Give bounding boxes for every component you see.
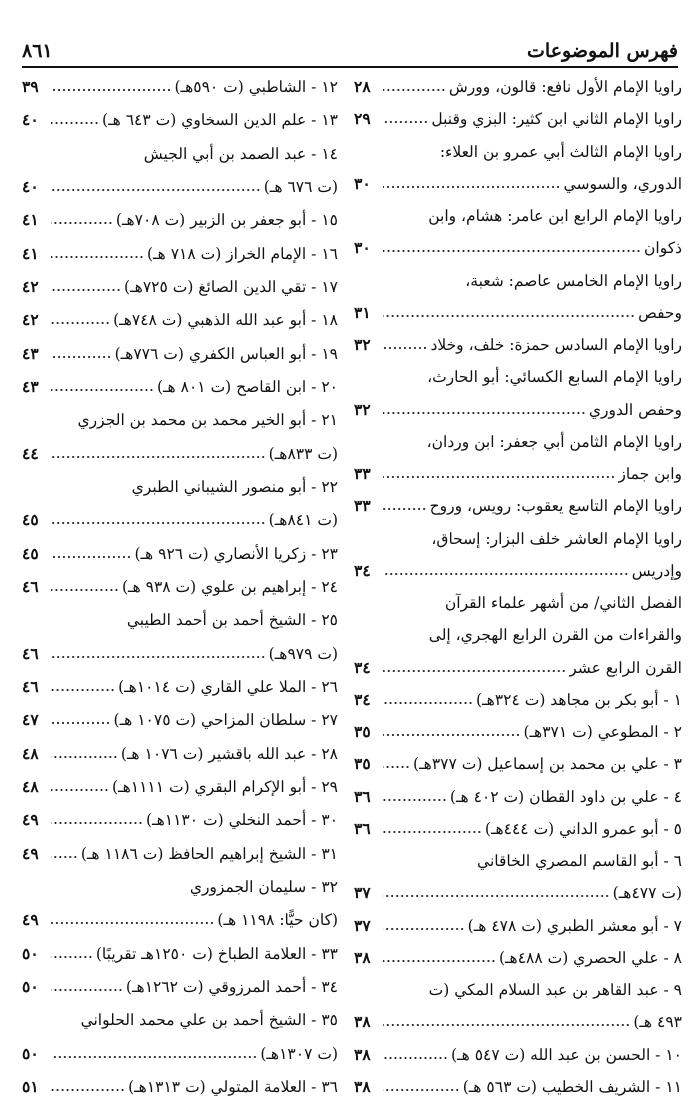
toc-entry — [354, 362, 682, 392]
dot-leader — [51, 121, 99, 125]
toc-entry-page: ٣٨ — [354, 1044, 371, 1064]
toc-entry-page: ٤٠ — [22, 176, 39, 196]
toc-entry — [22, 1005, 338, 1035]
toc-entry-text: وحفص الدوري — [588, 400, 682, 419]
toc-entry — [354, 427, 682, 457]
toc-column-left — [22, 72, 338, 1102]
dot-leader — [383, 475, 615, 479]
page-header — [22, 38, 678, 68]
dot-leader — [51, 688, 115, 692]
dot-leader — [51, 588, 119, 592]
toc-entry-text: ٤ - علي بن داود القطان (ت ٤٠٢ هـ) — [449, 787, 682, 806]
toc-entry — [22, 839, 338, 869]
toc-entry-text: ٢٢ - أبو منصور الشيباني الطبري — [131, 477, 338, 496]
toc-entry-text: وإدريس — [631, 561, 682, 580]
toc-entry-text: ٣١ - الشيخ إبراهيم الحافظ (ت ١١٨٦ هـ) — [80, 844, 338, 863]
toc-entry-page: ٣١ — [354, 302, 371, 322]
toc-entry-page: ٤٥ — [22, 510, 39, 530]
toc-entry — [22, 872, 338, 902]
toc-entry-text: ١٨ - أبو عبد الله الذهبي (ت ٧٤٨هـ) — [113, 311, 338, 330]
dot-leader — [383, 120, 428, 124]
toc-entry-text: وابن جماز — [618, 465, 682, 483]
dot-leader — [383, 1023, 630, 1027]
toc-entry-page: ٣٥ — [354, 722, 371, 741]
toc-entry — [22, 939, 338, 969]
toc-entry — [354, 556, 682, 586]
toc-entry-page: ٣٢ — [354, 399, 371, 419]
dot-leader — [383, 1088, 460, 1092]
toc-entry — [354, 395, 682, 425]
toc-entry-text: ٣٤ - أحمد المرزوقي (ت ١٢٦٢هـ) — [125, 977, 338, 996]
toc-entry-page: ٤٩ — [22, 810, 39, 830]
dot-leader — [51, 355, 112, 359]
toc-entry-text: ١٩ - أبو العباس الكفري (ت ٧٧٦هـ) — [114, 344, 338, 363]
toc-entry-page: ٤٦ — [22, 676, 39, 696]
toc-entry-text: ٣٦ - العلامة المتولي (ت ١٣١٣هـ) — [128, 1077, 338, 1096]
dot-leader — [51, 555, 131, 559]
toc-entry-text: راويا الإمام الرابع ابن عامر: هشام، وابن — [428, 207, 682, 225]
toc-entry-page: ٤٥ — [22, 543, 39, 563]
toc-entry — [22, 772, 338, 802]
toc-entry — [22, 572, 338, 602]
toc-entry-text: القرن الرابع عشر — [569, 658, 682, 677]
dot-leader — [51, 955, 93, 959]
toc-entry-text: راويا الإمام الثامن أبي جعفر: ابن وردان، — [426, 432, 682, 451]
toc-entry-text: ٩ - عبد القاهر بن عبد السلام المكي (ت — [428, 981, 682, 999]
toc-entry-text: (ت ٩٧٩هـ) — [268, 644, 338, 663]
toc-entry — [354, 814, 682, 844]
toc-entry — [22, 139, 338, 169]
toc-entry-text: ذكوان — [644, 239, 682, 258]
toc-entry — [22, 272, 338, 302]
toc-entry — [354, 524, 682, 554]
dot-leader — [51, 755, 118, 759]
dot-leader — [51, 455, 266, 459]
toc-entry-text: ٦ - أبو القاسم المصري الخاقاني — [477, 852, 682, 870]
toc-entry — [22, 705, 338, 735]
dot-leader — [383, 959, 496, 963]
toc-entry — [354, 459, 682, 489]
toc-entry — [354, 330, 682, 360]
toc-entry-page: ٣٠ — [354, 173, 371, 193]
dot-leader — [383, 701, 473, 705]
toc-entry-text: ٢٣ - زكريا الأنصاري (ت ٩٢٦ هـ) — [134, 544, 338, 563]
toc-entry-text: ٢٧ - سلطان المزاحي (ت ١٠٧٥ هـ) — [113, 711, 338, 730]
toc-entry — [22, 305, 338, 335]
toc-entry-page: ٤٣ — [22, 343, 39, 363]
toc-entry — [22, 205, 338, 235]
dot-leader — [383, 346, 427, 350]
toc-entry-page: ٣٠ — [354, 238, 371, 258]
toc-entry-page: ٤٤ — [22, 443, 39, 463]
toc-entry-page: ٤٣ — [22, 376, 39, 396]
toc-entry-text: ٢٥ - الشيخ أحمد بن أحمد الطيبي — [126, 611, 338, 630]
toc-entry-page: ٤١ — [22, 243, 39, 263]
toc-entry — [354, 911, 682, 941]
page-number: ٨٦١ — [22, 40, 53, 62]
toc-entry-text: ٢٨ - عبد الله باقشير (ت ١٠٧٦ هـ) — [120, 744, 338, 763]
toc-entry — [354, 233, 682, 263]
dot-leader — [51, 988, 123, 992]
toc-entry-page: ٤٢ — [22, 276, 39, 296]
toc-entry-text: ٣٥ - الشيخ أحمد بن علي محمد الحلواني — [80, 1011, 338, 1030]
toc-entry — [354, 685, 682, 715]
dot-leader — [383, 249, 641, 253]
toc-entry — [22, 439, 338, 469]
toc-entry-page: ٣٦ — [354, 818, 371, 838]
toc-entry-text: ٢ - المطوعي (ت ٣٧١هـ) — [523, 723, 682, 741]
toc-entry — [22, 1039, 338, 1069]
toc-entry-text: ١٣ - علم الدين السخاوي (ت ٦٤٣ هـ) — [102, 111, 338, 130]
toc-entry-page: ٤٦ — [22, 643, 39, 663]
toc-entry — [22, 472, 338, 502]
toc-entry — [354, 975, 682, 1005]
toc-entry — [22, 339, 338, 369]
toc-entry-page: ٣٢ — [354, 335, 371, 354]
toc-entry — [22, 505, 338, 535]
toc-entry-text: ٥ - أبو عمرو الداني (ت ٤٤٤هـ) — [484, 819, 682, 838]
toc-entry — [354, 653, 682, 683]
dot-leader — [383, 765, 410, 769]
toc-entry-text: ٣٣ - العلامة الطباخ (ت ١٢٥٠هـ تقريبًا) — [95, 944, 338, 963]
toc-entry — [354, 782, 682, 812]
toc-entry-page: ٣٦ — [354, 786, 371, 806]
toc-entry-text: (ت ١٣٠٧هـ) — [260, 1044, 338, 1063]
toc-entry-text: (كان حيًّا: ١١٩٨ هـ) — [217, 911, 338, 930]
dot-leader — [51, 921, 214, 925]
toc-entry-text: ١٤ - عبد الصمد بن أبي الجيش — [143, 144, 338, 163]
toc-entry-text: ٧ - أبو معشر الطبري (ت ٤٧٨ هـ) — [467, 916, 682, 935]
dot-leader — [383, 88, 446, 92]
toc-entry-text: راويا الإمام التاسع يعقوب: رويس، وروح — [429, 497, 682, 516]
toc-entry — [354, 943, 682, 973]
toc-entry — [22, 239, 338, 269]
dot-leader — [51, 1088, 125, 1092]
dot-leader — [51, 388, 154, 392]
dot-leader — [51, 288, 121, 292]
dot-leader — [383, 830, 482, 834]
toc-entry-text: (ت ٨٣٣هـ) — [268, 444, 338, 463]
toc-entry — [22, 805, 338, 835]
toc-entry — [22, 372, 338, 402]
toc-entry-text: ٢٩ - أبو الإكرام البقري (ت ١١١١هـ) — [111, 777, 338, 796]
toc-entry-text: ٣٢ - سليمان الجمزوري — [189, 877, 338, 896]
toc-entry-page: ٤٦ — [22, 576, 39, 596]
toc-entry — [22, 972, 338, 1002]
toc-entry-text: (ت ٦٧٦ هـ) — [263, 177, 338, 196]
toc-entry-page: ٤٧ — [22, 710, 39, 730]
dot-leader — [383, 733, 520, 737]
toc-entry-page: ٣٣ — [354, 464, 371, 483]
toc-entry-page: ٣٤ — [354, 560, 371, 580]
toc-entry-text: ١ - أبو بكر بن مجاهد (ت ٣٢٤هـ) — [476, 690, 682, 709]
toc-entry — [354, 104, 682, 134]
toc-entry — [22, 405, 338, 435]
toc-entry-page: ٣٧ — [354, 915, 371, 935]
toc-entry-text: (ت ٤٧٧هـ) — [612, 884, 682, 903]
toc-entry-page: ٤٨ — [22, 743, 39, 763]
toc-entry-page: ٣٩ — [22, 77, 39, 96]
toc-entry-text: ٤٩٣ هـ) — [633, 1013, 682, 1032]
dot-leader — [51, 521, 266, 525]
toc-entry — [22, 905, 338, 935]
toc-entry-text: راويا الإمام الثاني ابن كثير: البزي وقنبل — [431, 110, 682, 129]
toc-entry-text: ٢١ - أبو الخير محمد بن محمد بن الجزري — [77, 411, 338, 430]
dot-leader — [383, 572, 629, 576]
toc-entry — [354, 298, 682, 328]
toc-entry-page: ٣٣ — [354, 496, 371, 516]
toc-entry — [22, 1072, 338, 1102]
toc-entry-page: ٤١ — [22, 210, 39, 230]
dot-leader — [51, 88, 171, 92]
toc-entry-page: ٥٠ — [22, 943, 39, 963]
dot-leader — [51, 788, 109, 792]
toc-entry-page: ٤٨ — [22, 776, 39, 796]
dot-leader — [51, 855, 78, 859]
dot-leader — [383, 1056, 448, 1060]
toc-entry-text: الدوري، والسوسي — [563, 174, 682, 193]
dot-leader — [51, 321, 110, 325]
toc-entry-text: ٢٦ - الملا علي القاري (ت ١٠١٤هـ) — [118, 677, 338, 696]
toc-entry — [354, 1007, 682, 1037]
dot-leader — [51, 655, 266, 659]
toc-entry-page: ٤٢ — [22, 310, 39, 330]
toc-entry — [354, 1072, 682, 1102]
toc-entry-text: راويا الإمام السادس حمزة: خلف، وخلاد — [430, 336, 682, 354]
dot-leader — [51, 188, 261, 192]
dot-leader — [383, 185, 561, 189]
dot-leader — [51, 1055, 257, 1059]
toc-entry — [22, 539, 338, 569]
toc-entry — [22, 639, 338, 669]
dot-leader — [383, 798, 447, 802]
toc-entry — [354, 749, 682, 779]
toc-entry-page: ٣٤ — [354, 657, 371, 677]
toc-entry-page: ٣٤ — [354, 689, 371, 709]
toc-entry-text: راويا الإمام الثالث أبي عمرو بن العلاء: — [439, 142, 682, 161]
toc-entry-text: ١٢ - الشاطبي (ت ٥٩٠هـ) — [174, 78, 338, 96]
toc-entry-text: (ت ٨٤١هـ) — [268, 511, 338, 530]
page-title: فهرس الموضوعات — [527, 40, 678, 62]
toc-entry-page: ٢٩ — [354, 109, 371, 129]
toc-column-right — [354, 72, 682, 1102]
toc-entry-text: ٢٠ - ابن القاصح (ت ٨٠١ هـ) — [156, 377, 338, 396]
dot-leader — [51, 221, 113, 225]
toc-entry — [22, 105, 338, 135]
toc-entry-text: والقراءات من القرن الرابع الهجري، إلى — [428, 626, 682, 645]
toc-entry-page: ٥١ — [22, 1076, 39, 1096]
toc-entry — [354, 717, 682, 747]
toc-entry-text: راويا الإمام السابع الكسائي: أبو الحارث، — [427, 368, 682, 387]
toc-entry — [354, 201, 682, 231]
dot-leader — [383, 894, 610, 898]
toc-entry-page: ٣٥ — [354, 754, 371, 774]
dot-leader — [383, 669, 566, 673]
toc-entry-page: ٥٠ — [22, 1043, 39, 1063]
toc-entry-text: راويا الإمام الخامس عاصم: شعبة، — [465, 271, 682, 290]
toc-entry — [22, 172, 338, 202]
toc-entry-page: ٣٨ — [354, 1012, 371, 1032]
toc-entry-text: راويا الإمام الأول نافع: قالون، وورش — [448, 78, 682, 96]
toc-entry-text: ١٠ - الحسن بن عبد الله (ت ٥٤٧ هـ) — [450, 1045, 682, 1064]
toc-entry-page: ٣٨ — [354, 1076, 371, 1096]
dot-leader — [383, 314, 635, 318]
toc-entry-text: ١٧ - تقي الدين الصائغ (ت ٧٢٥هـ) — [124, 277, 338, 296]
toc-entry-page: ٤٠ — [22, 110, 39, 130]
toc-entry — [354, 169, 682, 199]
toc-entry — [354, 620, 682, 650]
dot-leader — [51, 821, 143, 825]
toc-entry-text: ١٥ - أبو جعفر بن الزبير (ت ٧٠٨هـ) — [115, 211, 338, 230]
toc-entry-text: ١٦ - الإمام الخراز (ت ٧١٨ هـ) — [146, 244, 338, 263]
toc-entry-text: ٣٠ - أحمد النخلي (ت ١١٣٠هـ) — [146, 811, 338, 830]
toc-entry-text: الفصل الثاني/ من أشهر علماء القرآن — [444, 594, 682, 612]
toc-entry — [22, 739, 338, 769]
dot-leader — [51, 255, 144, 259]
toc-entry-page: ٤٩ — [22, 843, 39, 863]
dot-leader — [51, 721, 111, 725]
toc-entry-text: ٣ - علي بن محمد بن إسماعيل (ت ٣٧٧هـ) — [413, 755, 682, 774]
toc-entry — [22, 72, 338, 102]
toc-entry — [354, 72, 682, 102]
toc-entry-text: وحفص — [638, 303, 682, 322]
toc-entry — [354, 878, 682, 908]
dot-leader — [383, 927, 465, 931]
toc-entry-page: ٣٧ — [354, 883, 371, 903]
toc-entry-page: ٢٨ — [354, 77, 371, 96]
toc-entry — [354, 137, 682, 167]
toc-entry — [354, 588, 682, 618]
toc-entry — [22, 605, 338, 635]
toc-entry-text: راويا الإمام العاشر خلف البزار: إسحاق، — [431, 529, 682, 548]
toc-entry-page: ٣٨ — [354, 947, 371, 967]
dot-leader — [383, 411, 586, 415]
toc-entry — [354, 266, 682, 296]
toc-entry — [22, 672, 338, 702]
toc-entry-text: ١١ - الشريف الخطيب (ت ٥٦٣ هـ) — [462, 1077, 682, 1096]
toc-entry-text: ٢٤ - إبراهيم بن علوي (ت ٩٣٨ هـ) — [121, 577, 338, 596]
toc-entry-page: ٥٠ — [22, 976, 39, 996]
toc-entry — [354, 1040, 682, 1070]
toc-entry-page: ٤٩ — [22, 910, 39, 930]
toc-entry — [354, 846, 682, 876]
toc-entry-text: ٨ - علي الحصري (ت ٤٨٨هـ) — [498, 948, 682, 967]
dot-leader — [383, 507, 427, 511]
toc-entry — [354, 491, 682, 521]
